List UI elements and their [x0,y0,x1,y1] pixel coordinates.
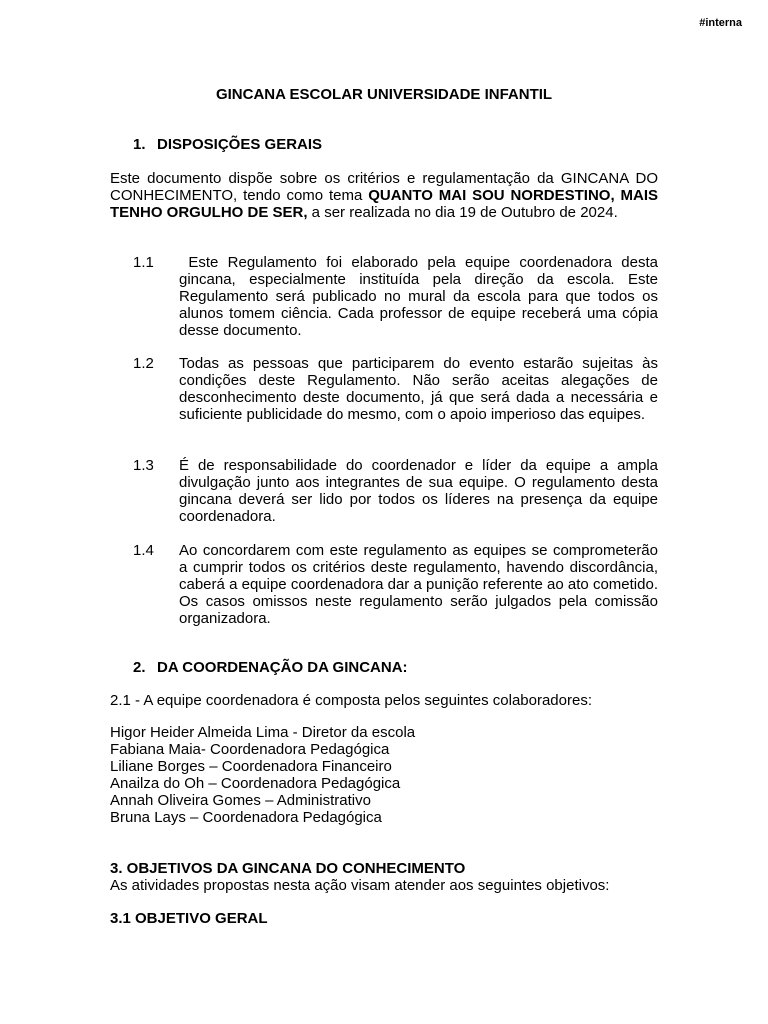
staff-member: Bruna Lays – Coordenadora Pedagógica [110,809,382,826]
section-1-heading [133,136,322,153]
staff-member: Liliane Borges – Coordenadora Financeiro [110,758,392,775]
section-2-intro: 2.1 - A equipe coordenadora é composta pelos seguintes colaboradores: [110,692,592,709]
section-3-heading: 3. OBJETIVOS DA GINCANA DO CONHECIMENTO [110,860,466,877]
intro-theme: QUANTO MAI SOU NORDESTINO, MAIS TENHO ORGULHO DE SER, [110,187,658,221]
staff-member: Fabiana Maia- Coordenadora Pedagógica [110,741,390,758]
item-text: É de responsabilidade do coordenador e líder da equipe a ampla divulgação junto aos integrantes de sua equipe. O regulamento desta gincana deverá ser lido por todos os líderes na presença da equipe coordenadora. [179,457,658,525]
item-text: Todas as pessoas que participarem do evento estarão sujeitas às condições deste Regulamento. Não serão aceitas alegações de desconhecimento deste documento, já que será dada a necessária e suficiente publicidade do mesmo, com o apoio imperioso das equipes. [179,355,658,423]
section-1-number: 1. [133,136,146,153]
staff-member: Annah Oliveira Gomes – Administrativo [110,792,371,809]
item-number: 1.4 [133,542,154,559]
section-2-heading [133,659,408,676]
section-2-title: DA COORDENAÇÃO DA GINCANA: [157,659,408,676]
section-1-intro [110,170,658,221]
section-3-intro: As atividades propostas nesta ação visam atender aos seguintes objetivos: [110,877,610,894]
item-number: 1.3 [133,457,154,474]
intro-text-pre: Este documento dispõe sobre os critérios e regulamentação da GINCANA DO CONHECIMENTO, tendo como tema [110,170,658,204]
document-title: GINCANA ESCOLAR UNIVERSIDADE INFANTIL [215,86,553,103]
item-text: Este Regulamento foi elaborado pela equipe coordenadora desta gincana, especialmente instituída pela direção da escola. Este Regulamento será publicado no mural da escola para que todos os alunos tomem ciência. Cada professor de equipe receberá uma cópia desse documento. [179,254,663,339]
item-text: Ao concordarem com este regulamento as equipes se comprometerão a cumprir todos os critérios deste regulamento, havendo discordância, caberá a equipe coordenadora dar a punição referente ao ato cometido. Os casos omissos neste regulamento serão julgados pela comissão organizadora. [179,542,658,627]
section-1-title: DISPOSIÇÕES GERAIS [157,136,323,153]
item-number: 1.2 [133,355,154,372]
staff-member: Anailza do Oh – Coordenadora Pedagógica [110,775,401,792]
intro-text-post: a ser realizada no dia 19 de Outubro de 2024. [307,204,618,221]
section-3-1-heading: 3.1 OBJETIVO GERAL [110,910,268,927]
staff-member: Higor Heider Almeida Lima - Diretor da escola [110,724,416,741]
classification-tag: #interna [699,17,742,29]
item-number: 1.1 [133,254,154,271]
staff-list [110,724,415,826]
section-2-number: 2. [133,659,146,676]
